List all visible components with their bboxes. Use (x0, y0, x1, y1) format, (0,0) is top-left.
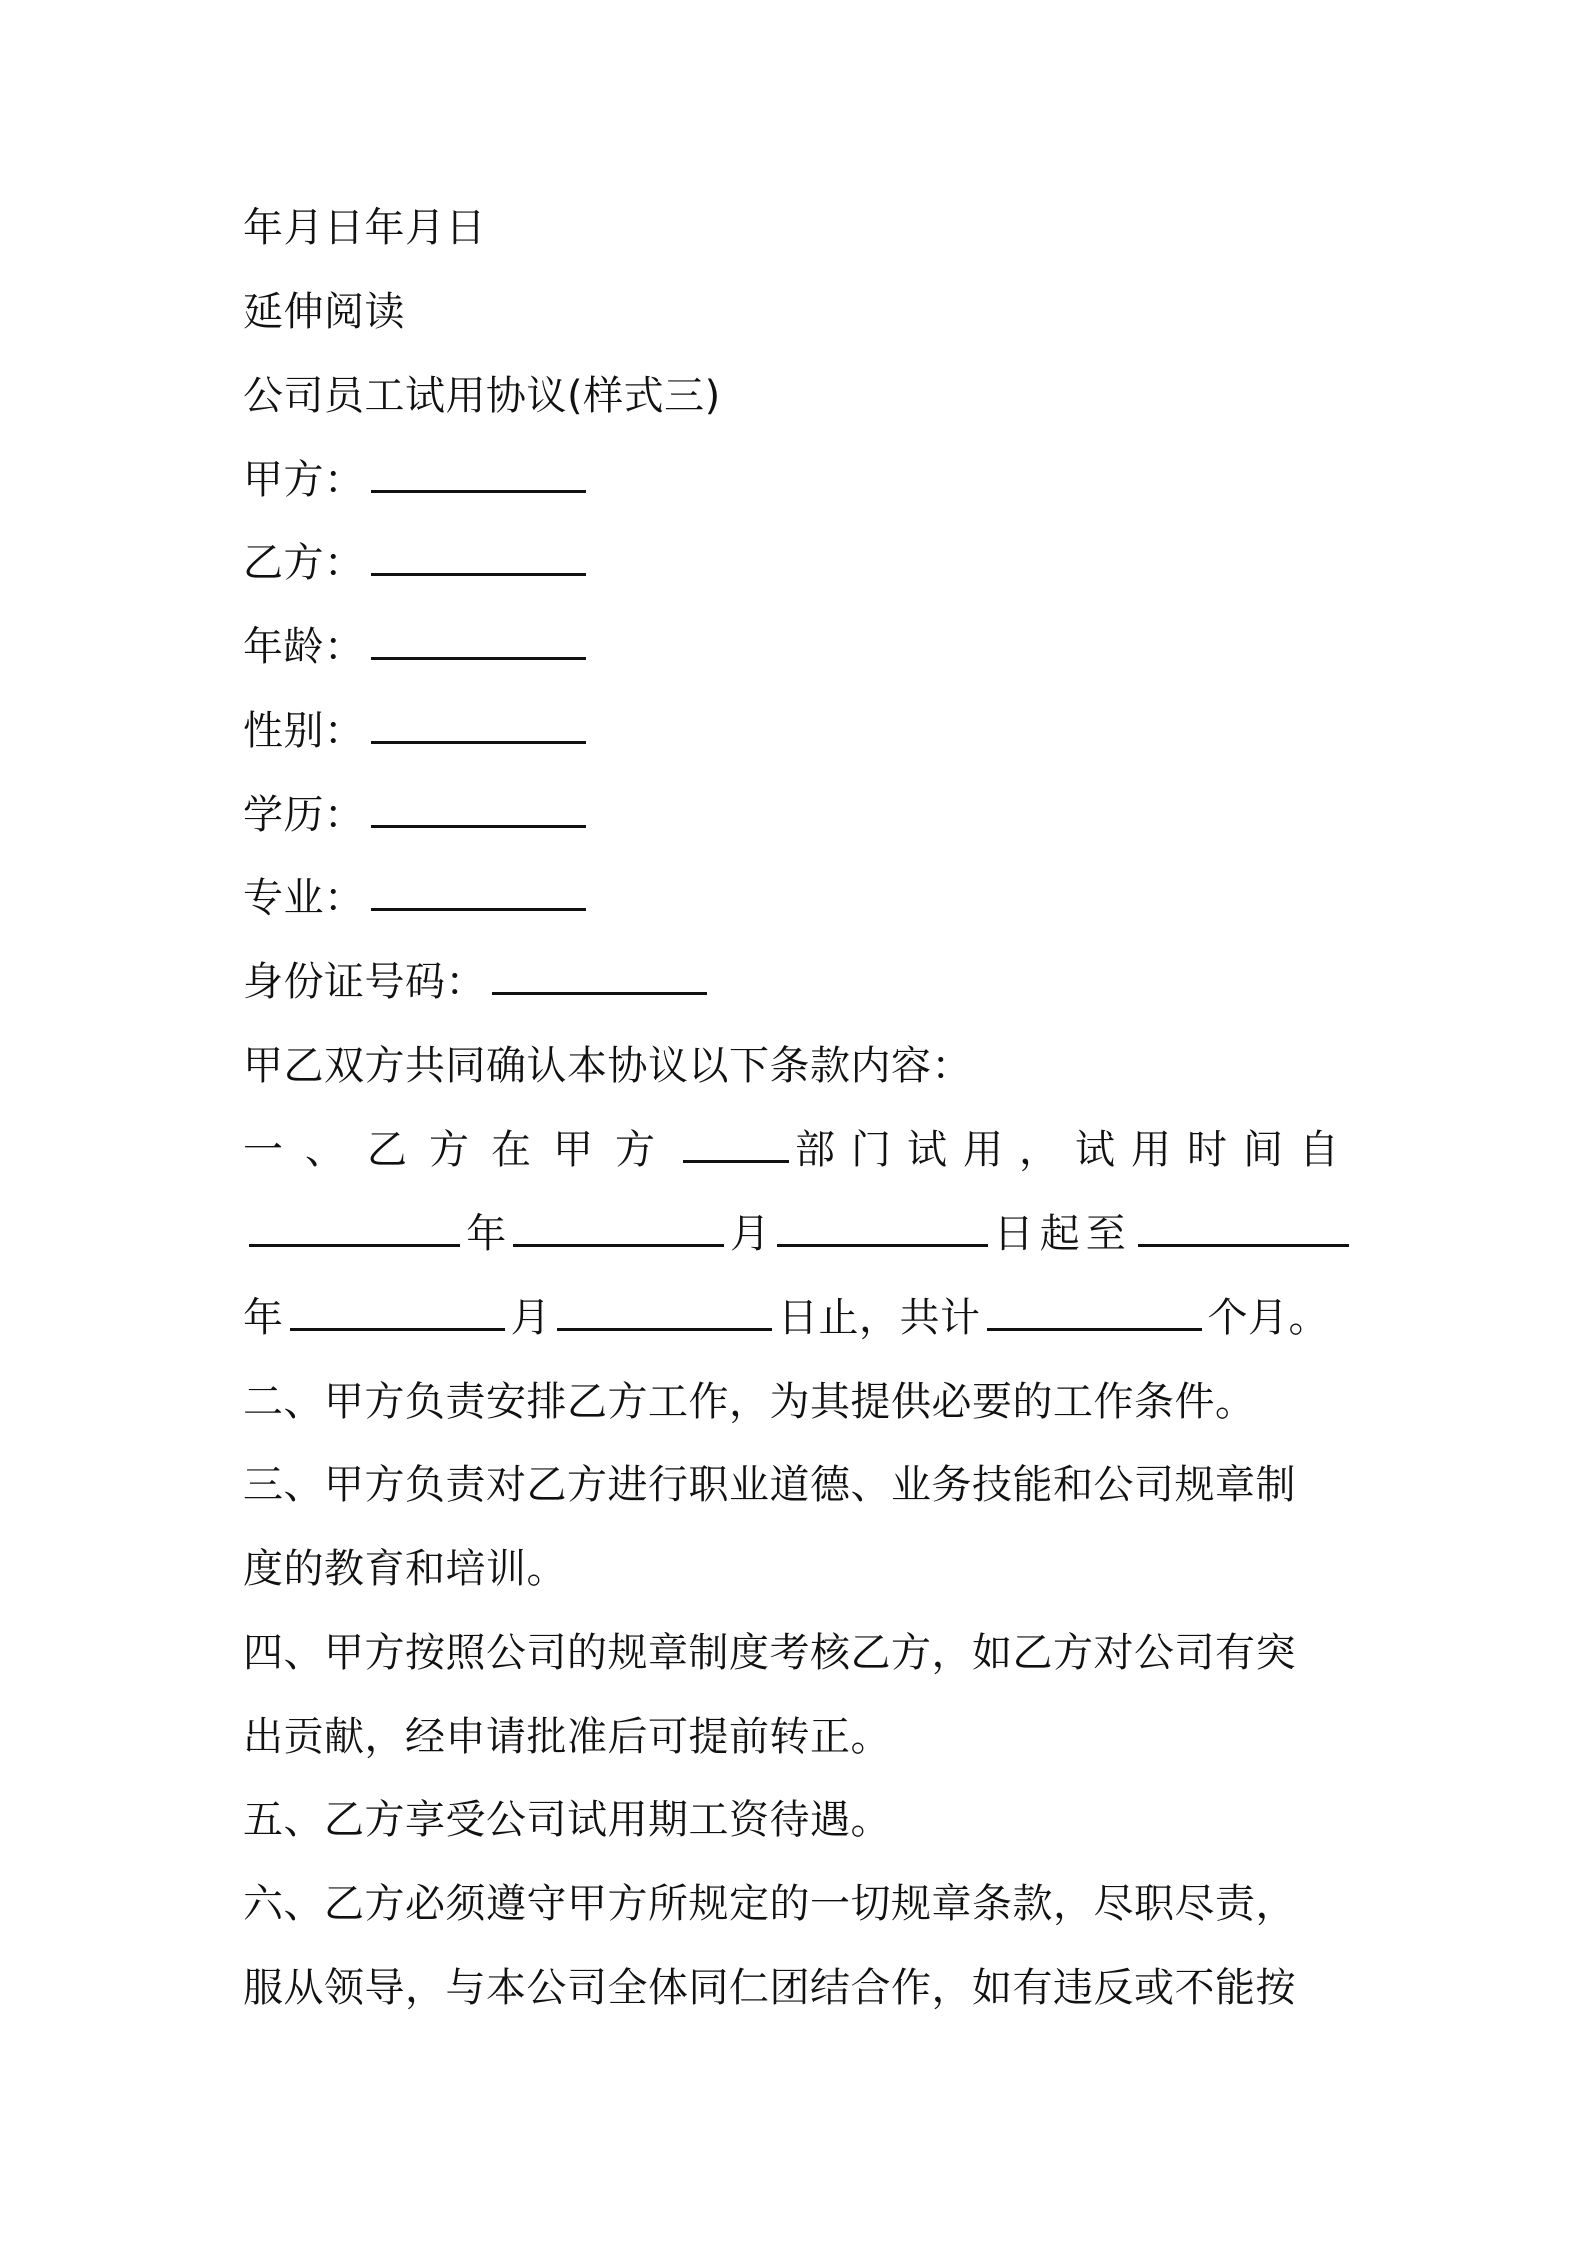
document-title: 公司员工试用协议(样式三) (243, 373, 721, 419)
field-gender (243, 701, 592, 761)
blank-age (371, 619, 586, 660)
clause-1-line-1 (243, 1120, 1355, 1180)
clause-1-text-b: 部门试用，试用时间自 (795, 1127, 1355, 1173)
label-from-to: 日起至 (993, 1211, 1132, 1257)
field-party-a (243, 450, 592, 510)
clause-6-line-2: 服从领导，与本公司全体同仁团结合作，如有违反或不能按 (243, 1965, 1296, 2011)
blank-gender (371, 703, 586, 744)
field-label-education: 学历： (243, 792, 365, 838)
field-major (243, 868, 592, 928)
label-month-end: 月 (510, 1295, 551, 1341)
blank-end-month (290, 1290, 505, 1331)
text-line-extended-reading: 延伸阅读 (243, 289, 405, 335)
clause-2: 二、甲方负责安排乙方工作，为其提供必要的工作条件。 (243, 1379, 1256, 1425)
blank-end-day (557, 1290, 772, 1331)
label-months: 个月。 (1207, 1295, 1329, 1341)
field-label-id-number: 身份证号码： (243, 959, 486, 1005)
blank-major (371, 870, 586, 911)
field-label-gender: 性别： (243, 708, 365, 754)
text-line-confirm: 甲乙双方共同确认本协议以下条款内容： (243, 1043, 972, 1089)
field-party-b (243, 533, 592, 593)
blank-months (987, 1290, 1202, 1331)
clause-6-line-1: 六、乙方必须遵守甲方所规定的一切规章条款，尽职尽责， (243, 1881, 1296, 1927)
label-until-total: 日止，共计 (778, 1295, 981, 1341)
blank-id-number (492, 954, 707, 995)
clause-3-line-1: 三、甲方负责对乙方进行职业道德、业务技能和公司规章制 (243, 1462, 1296, 1508)
clause-1-line-3 (243, 1288, 1329, 1348)
field-label-party-a: 甲方： (243, 457, 365, 503)
blank-start-year (249, 1206, 460, 1247)
clause-3-line-2: 度的教育和培训。 (243, 1546, 567, 1592)
blank-party-a (371, 452, 586, 493)
text-line-dates: 年月日年月日 (243, 205, 486, 251)
field-id-number (243, 952, 713, 1012)
field-label-major: 专业： (243, 875, 365, 921)
blank-end-year-a (1138, 1206, 1349, 1247)
blank-party-b (371, 535, 586, 576)
field-label-party-b: 乙方： (243, 540, 365, 586)
clause-4-line-2: 出贡献，经申请批准后可提前转正。 (243, 1714, 891, 1760)
field-age (243, 617, 592, 677)
blank-department (683, 1122, 789, 1163)
clause-1-line-2 (243, 1204, 1355, 1264)
label-year: 年 (466, 1211, 507, 1257)
label-month: 月 (730, 1211, 771, 1257)
blank-start-day (777, 1206, 988, 1247)
field-education (243, 785, 592, 845)
label-year-end: 年 (243, 1295, 284, 1341)
blank-start-month (513, 1206, 724, 1247)
clause-4-line-1: 四、甲方按照公司的规章制度考核乙方，如乙方对公司有突 (243, 1630, 1296, 1676)
clause-5: 五、乙方享受公司试用期工资待遇。 (243, 1797, 891, 1843)
blank-education (371, 787, 586, 828)
clause-1-text-a: 一、乙方在甲方 (243, 1127, 677, 1173)
field-label-age: 年龄： (243, 624, 365, 670)
